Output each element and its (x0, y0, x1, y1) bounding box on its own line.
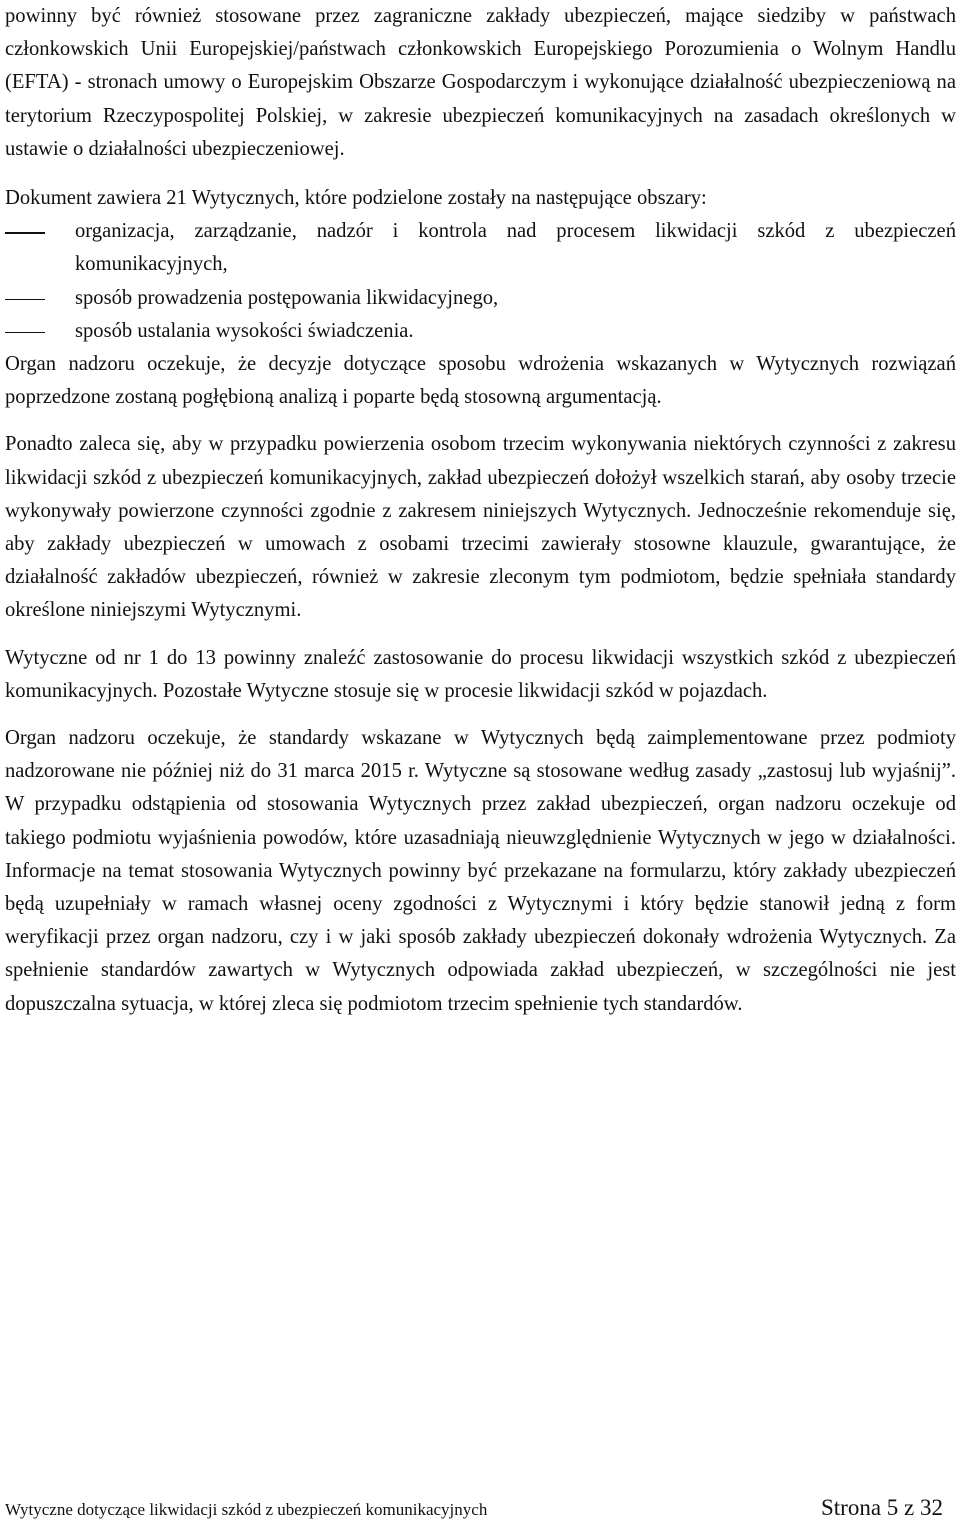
list-item (5, 282, 956, 315)
paragraph-scope-foreign-insurers: powinny być również stosowane przez zagraniczne zakłady ubezpieczeń, mające siedziby w państwach członkowskich Unii Europejskiej/państwach członkowskich Europejskiego Porozumienia o Wolnym Handlu (EFTA) - stronach umowy o Europejskim Obszarze Gospodarczym i wykonujące działalność ubezpieczeniową na terytorium Rzeczypospolitej Polskiej, w zakresie ubezpieczeń komunikacyjnych na zasadach określonych w ustawie o działalności ubezpieczeniowej. (5, 5, 956, 160)
footer-document-title: Wytyczne dotyczące likwidacji szkód z ubezpieczeń komunikacyjnych (5, 1500, 488, 1519)
paragraph-intro-areas: Dokument zawiera 21 Wytycznych, które podzielone zostały na następujące obszary: (5, 187, 707, 210)
paragraph-supervisor-expectation: Organ nadzoru oczekuje, że decyzje dotyczące sposobu wdrożenia wskazanych w Wytycznych rozwiązań poprzedzone zostaną pogłębioną analizą i poparte będą stosowną argumentacją. (5, 353, 956, 409)
paragraph-implementation: Organ nadzoru oczekuje, że standardy wskazane w Wytycznych będą zaimplementowane przez podmioty nadzorowane nie później niż do 31 marca 2015 r. Wytyczne są stosowane według zasady „zastosuj lub wyjaśnij”. W przypadku odstąpienia od stosowania Wytycznych przez zakład ubezpieczeń, organ nadzoru oczekuje od takiego podmiotu wyjaśnienia powodów, które uzasadniają nieuwzględnienie Wytycznych w jego w działalności. Informacje na temat stosowania Wytycznych powinny być przekazane na formularzu, który zakłady ubezpieczeń będą uzupełniały w ramach własnej oceny zgodności z Wytycznymi i który będzie stanowił jedną z form weryfikacji przez organ nadzoru, czy i w jaki sposób zakłady ubezpieczeń dokonały wdrożenia Wytycznych. Za spełnienie standardów zawartych w Wytycznych odpowiada zakład ubezpieczeń, w szczególności nie jest dopuszczalna sytuacja, w której zleca się podmiotom trzecim spełnienie tych standardów. (5, 727, 956, 1015)
areas-list (5, 215, 956, 348)
list-item-text: organizacja, zarządzanie, nadzór i kontrola nad procesem likwidacji szkód z ubezpieczeń komunikacyjnych, (75, 220, 956, 276)
list-item (5, 215, 956, 281)
list-item (5, 315, 956, 348)
document-page (5, 0, 956, 1021)
footer-divider (5, 1493, 943, 1494)
list-item-text: sposób ustalania wysokości świadczenia. (75, 319, 414, 342)
page-footer (5, 1493, 943, 1525)
paragraph-guidelines-scope: Wytyczne od nr 1 do 13 powinny znaleźć zastosowanie do procesu likwidacji wszystkich szkód z ubezpieczeń komunikacyjnych. Pozostałe Wytyczne stosuje się w procesie likwidacji szkód w pojazdach. (5, 646, 956, 702)
list-item-text: sposób prowadzenia postępowania likwidacyjnego, (75, 286, 499, 309)
footer-page-number: Strona 5 z 32 (820, 1495, 943, 1520)
paragraph-outsourcing: Ponadto zaleca się, aby w przypadku powierzenia osobom trzecim wykonywania niektórych czynności z zakresu likwidacji szkód z ubezpieczeń komunikacyjnych, zakład ubezpieczeń dołożył wszelkich starań, aby osoby trzecie wykonywały powierzone czynności zgodnie z zakresem niniejszych Wytycznych. Jednocześnie rekomenduje się, aby zakłady ubezpieczeń w umowach z osobami trzecimi zawierały stosowne klauzule, gwarantujące, że działalność zakładów ubezpieczeń, również w zakresie zleconym tym podmiotom, będzie spełniała standardy określone niniejszymi Wytycznymi. (5, 433, 956, 622)
